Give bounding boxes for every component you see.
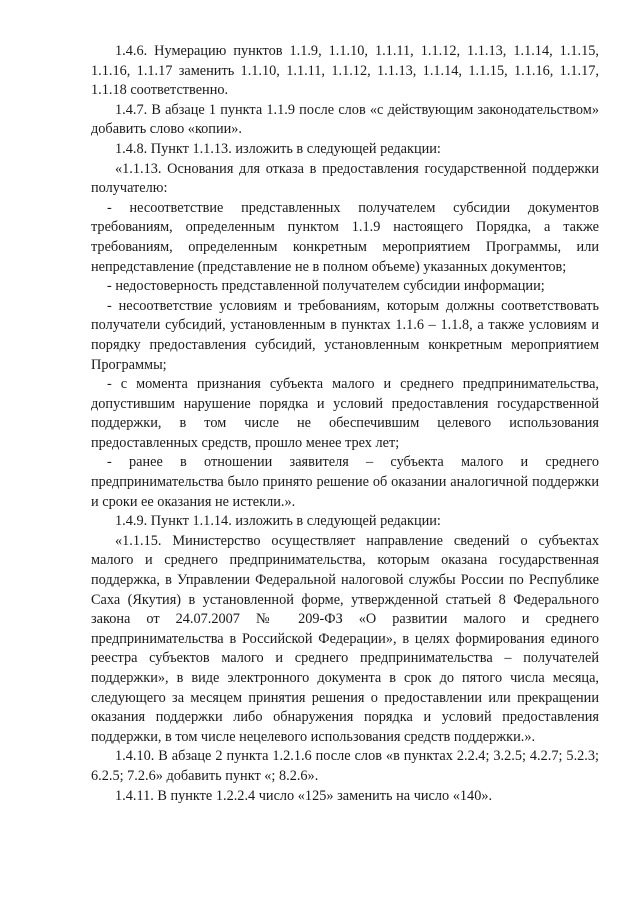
paragraph-1-4-6: 1.4.6. Нумерацию пунктов 1.1.9, 1.1.10, 1.1.11, 1.1.12, 1.1.13, 1.1.14, 1.1.15, 1.1.16, 1.1.17 заменить 1.1.10, 1.1.11, 1.1.12, 1.1.13, 1.1.14, 1.1.15, 1.1.16, 1.1.17, 1.1.18 соответственно.	[91, 43, 599, 99]
paragraph-1-1-13: «1.1.13. Основания для отказа в предоставления государственной поддержки получателю:	[91, 160, 599, 197]
list-item-refusal-4: - с момента признания субъекта малого и среднего предпринимательства, допустившим нарушение порядка и условий предоставления государственной поддержки, в том числе не обеспечившим целевого использования предоставленных средств, прошло менее трех лет;	[91, 376, 599, 451]
paragraph-1-4-9: 1.4.9. Пункт 1.1.14. изложить в следующей редакции:	[115, 513, 441, 530]
paragraph-1-4-7: 1.4.7. В абзаце 1 пункта 1.1.9 после слов «с действующим законодательством» добавить слово «копии».	[91, 101, 599, 138]
paragraph-1-4-11: 1.4.11. В пункте 1.2.2.4 число «125» заменить на число «140».	[115, 787, 493, 804]
document-body	[91, 42, 599, 806]
list-item-refusal-1: - несоответствие представленных получателем субсидии документов требованиям, определенным пунктом 1.1.9 настоящего Порядка, а также требованиям, определенным конкретным мероприятием Программы, или непредставление (представление не в полном объеме) указанных документов;	[91, 199, 599, 275]
paragraph-1-4-10: 1.4.10. В абзаце 2 пункта 1.2.1.6 после слов «в пунктах 2.2.4; 3.2.5; 4.2.7; 5.2.3; 6.2.5; 7.2.6» добавить пункт «; 8.2.6».	[91, 748, 599, 784]
paragraph-1-4-8: 1.4.8. Пункт 1.1.13. изложить в следующей редакции:	[115, 140, 441, 157]
list-item-refusal-3: - несоответствие условиям и требованиям, которым должны соответствовать получатели субсидий, установленным в пунктах 1.1.6 – 1.1.8, а также условиям и порядку предоставления субсидий, установленным конкретным мероприятием Программы;	[91, 297, 599, 373]
paragraph-1-1-15: «1.1.15. Министерство осуществляет направление сведений о субъектах малого и среднего предпринимательства, которым оказана государственная поддержка, в Управлении Федеральной налоговой службы России по Республике Саха (Якутия) в установленной форме, утвержденной статьей 8 Федерального закона от 24.07.2007 № 209-ФЗ «О развитии малого и среднего предпринимательства в Российской Федерации», в целях формирования единого реестра субъектов малого и среднего предпринимательства – получателей поддержки», в виде электронного документа в срок до пятого числа месяца, следующего за месяцем принятия решения о предоставлении или прекращении оказания поддержки либо обнаружения порядка и условий предоставления поддержки, в том числе нецелевого использования средств поддержки.».	[91, 532, 599, 745]
list-item-refusal-2: - недостоверность представленной получателем субсидии информации;	[107, 278, 545, 295]
list-item-refusal-5: - ранее в отношении заявителя – субъекта малого и среднего предпринимательства было принято решение об оказании аналогичной поддержки и сроки ее оказания не истекли.».	[91, 454, 599, 510]
